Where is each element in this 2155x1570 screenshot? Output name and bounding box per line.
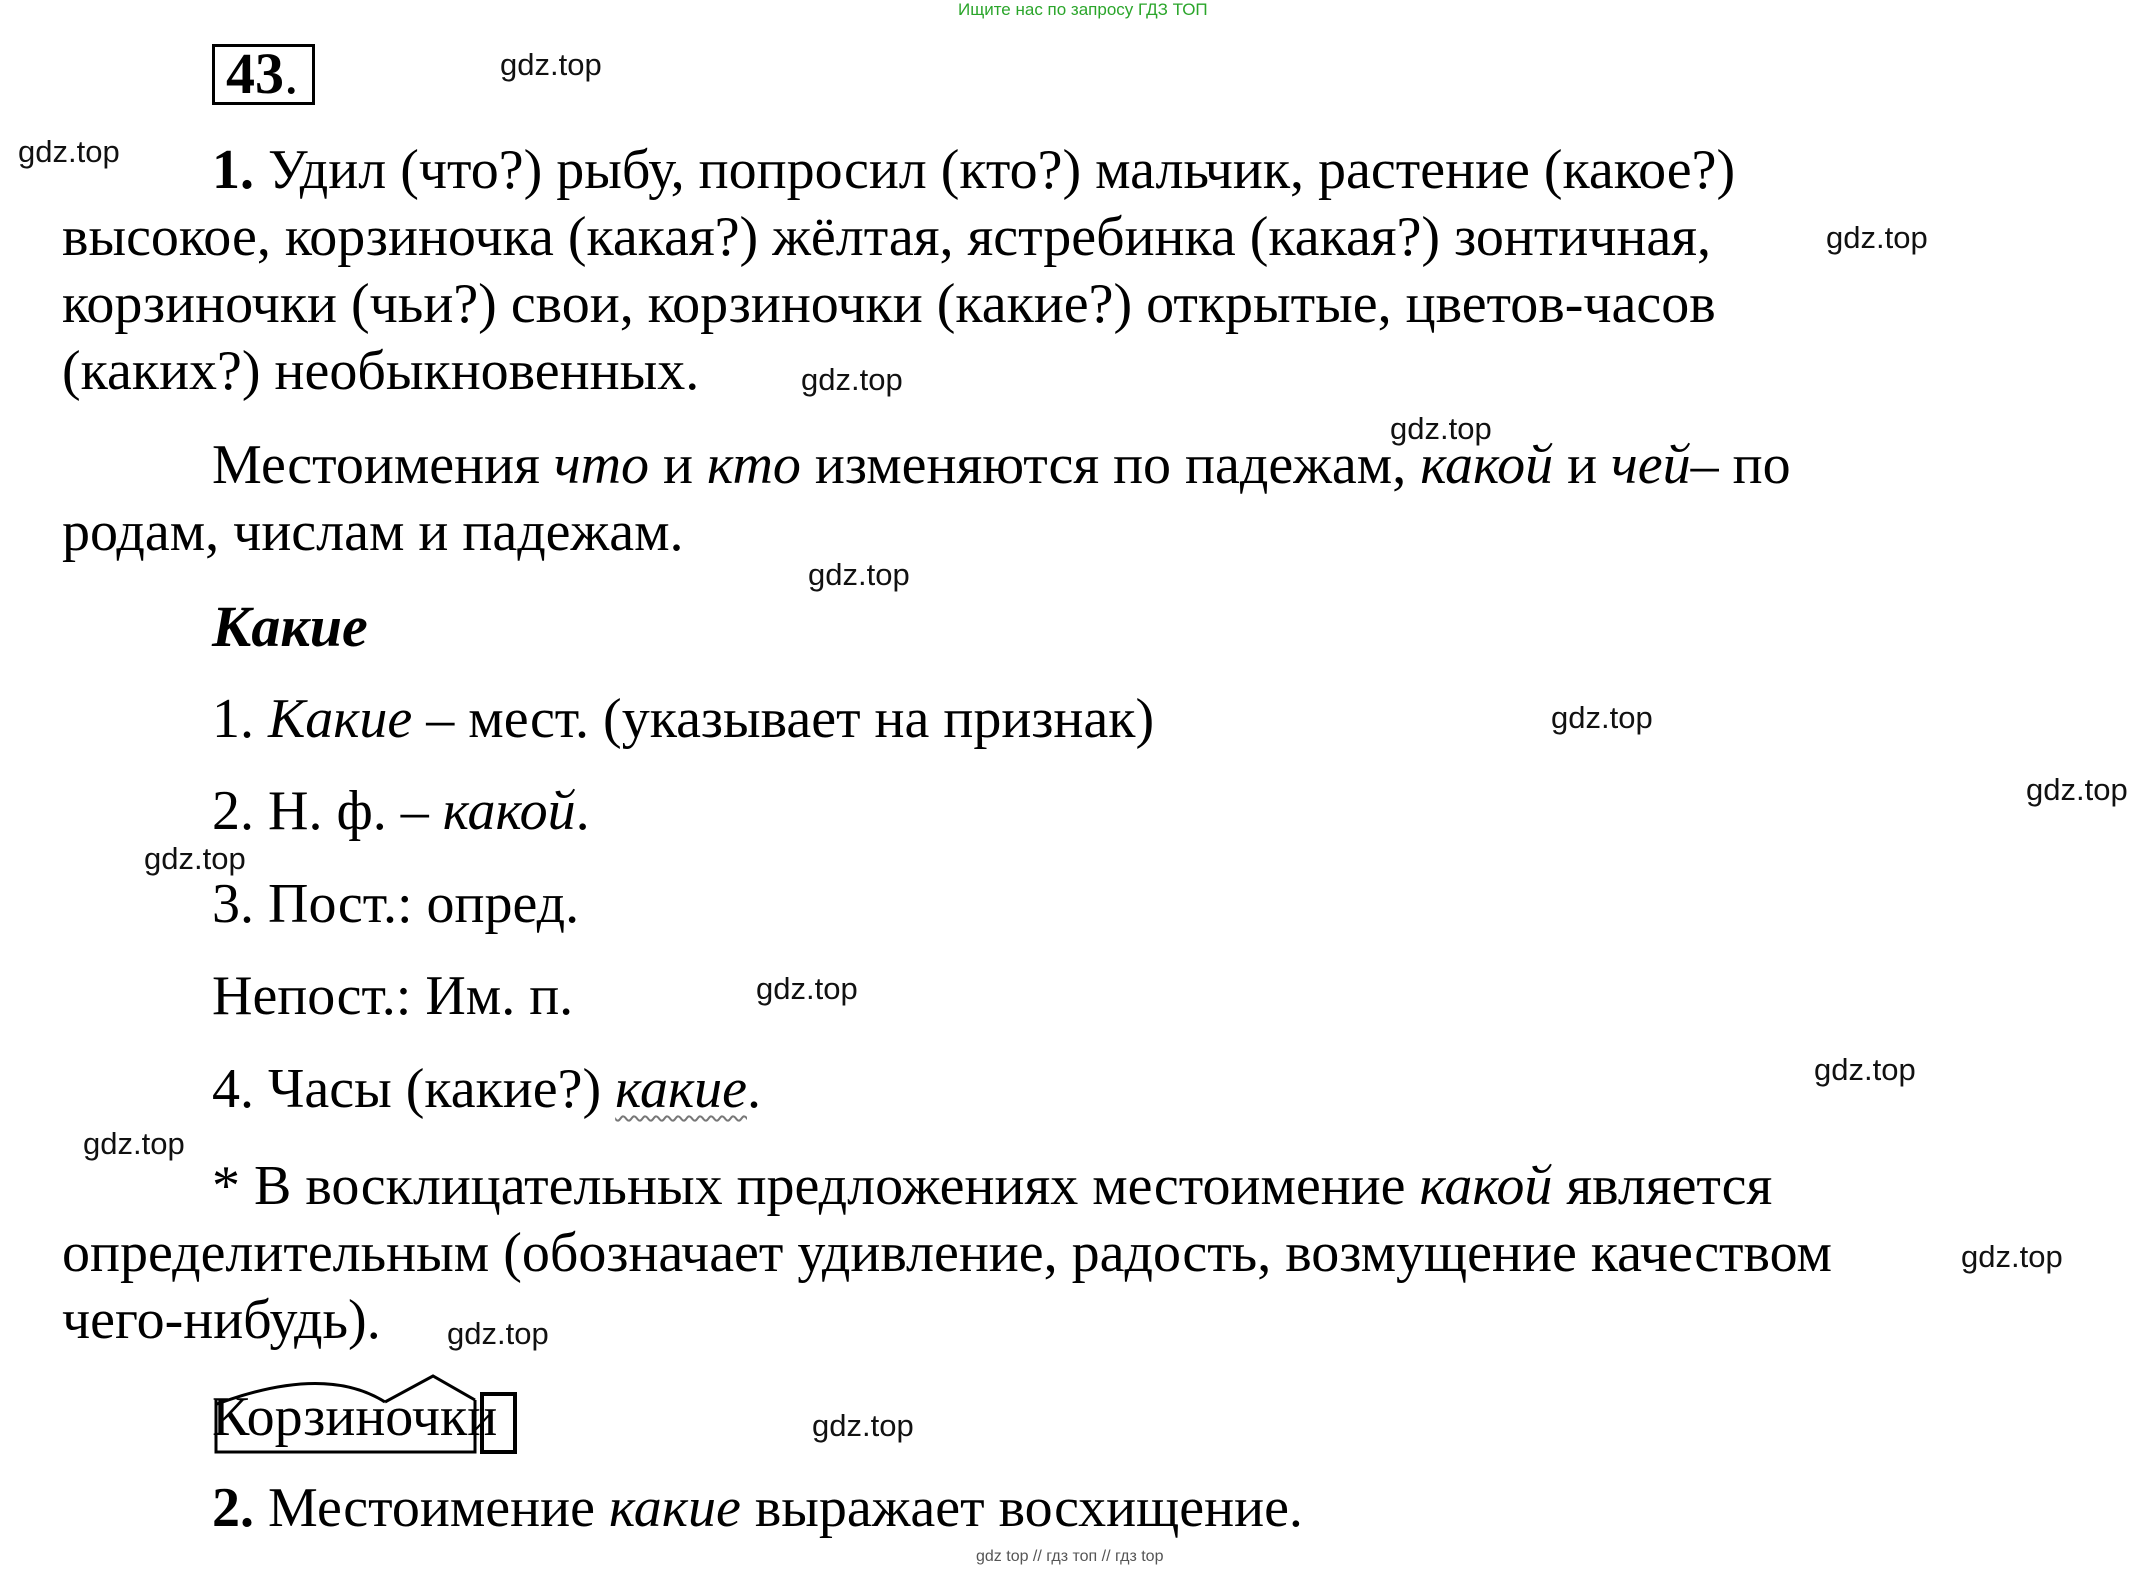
stem-bracket xyxy=(216,1400,475,1452)
morpheme-ending: и xyxy=(467,1386,498,1448)
watermark: gdz.top xyxy=(1390,411,1492,446)
watermark: gdz.top xyxy=(812,1408,914,1443)
watermark: gdz.top xyxy=(756,971,858,1006)
watermark: gdz.top xyxy=(18,134,120,169)
ending-box xyxy=(482,1394,515,1452)
morpheme-marks xyxy=(205,1370,525,1460)
part1-line1: 1. Удил (что?) рыбу, попросил (кто?) мальчик, растение (какое?) xyxy=(212,139,1736,201)
task-number: 43. xyxy=(226,41,299,106)
note-line3: чего-нибудь). xyxy=(62,1289,381,1351)
root-arc xyxy=(217,1383,385,1404)
watermark: gdz.top xyxy=(1551,700,1653,735)
watermark: gdz.top xyxy=(144,841,246,876)
suffix-mark xyxy=(385,1376,475,1402)
part1-line3: корзиночки (чьи?) свои, корзиночки (какие?) открытые, цветов-часов xyxy=(62,273,1716,335)
footer-watermark: gdz top // гдз топ // гдз top xyxy=(976,1548,1164,1565)
analysis-item-3: 3. Пост.: опред. xyxy=(212,873,580,935)
morpheme-stem: Корзиночк xyxy=(212,1386,468,1448)
watermark: gdz.top xyxy=(808,557,910,592)
part1-line2: высокое, корзиночка (какая?) жёлтая, ястребинка (какая?) зонтичная, xyxy=(62,206,1712,268)
watermark: gdz.top xyxy=(83,1126,185,1161)
watermark: gdz.top xyxy=(447,1316,549,1351)
note-line2: определительным (обозначает удивление, радость, возмущение качеством xyxy=(62,1222,1832,1284)
watermark: gdz.top xyxy=(1961,1239,2063,1274)
pronouns-line2: родам, числам и падежам. xyxy=(62,501,684,563)
analysis-nonconst: Непост.: Им. п. xyxy=(212,965,574,1027)
watermark: gdz.top xyxy=(1826,220,1928,255)
watermark: gdz.top xyxy=(801,362,903,397)
watermark: gdz.top xyxy=(2026,772,2128,807)
watermark: gdz.top xyxy=(1814,1052,1916,1087)
note-line1: * В восклицательных предложениях местоимение какой является xyxy=(212,1155,1773,1217)
watermark: gdz.top xyxy=(500,47,602,82)
part1-line4: (каких?) необыкновенных. xyxy=(62,340,700,402)
analysis-item-4: 4. Часы (какие?) какие. xyxy=(212,1058,761,1120)
analysis-heading: Какие xyxy=(212,594,368,659)
analysis-item-2: 2. Н. ф. – какой. xyxy=(212,780,590,842)
search-banner: Ищите нас по запросу ГДЗ ТОП xyxy=(958,0,1208,19)
analysis-item-1: 1. Какие – мест. (указывает на признак) xyxy=(212,688,1155,750)
pronouns-line1: Местоимения что и кто изменяются по падежам, какой и чей– по xyxy=(212,434,1791,496)
part2-line: 2. Местоимение какие выражает восхищение. xyxy=(212,1477,1303,1539)
